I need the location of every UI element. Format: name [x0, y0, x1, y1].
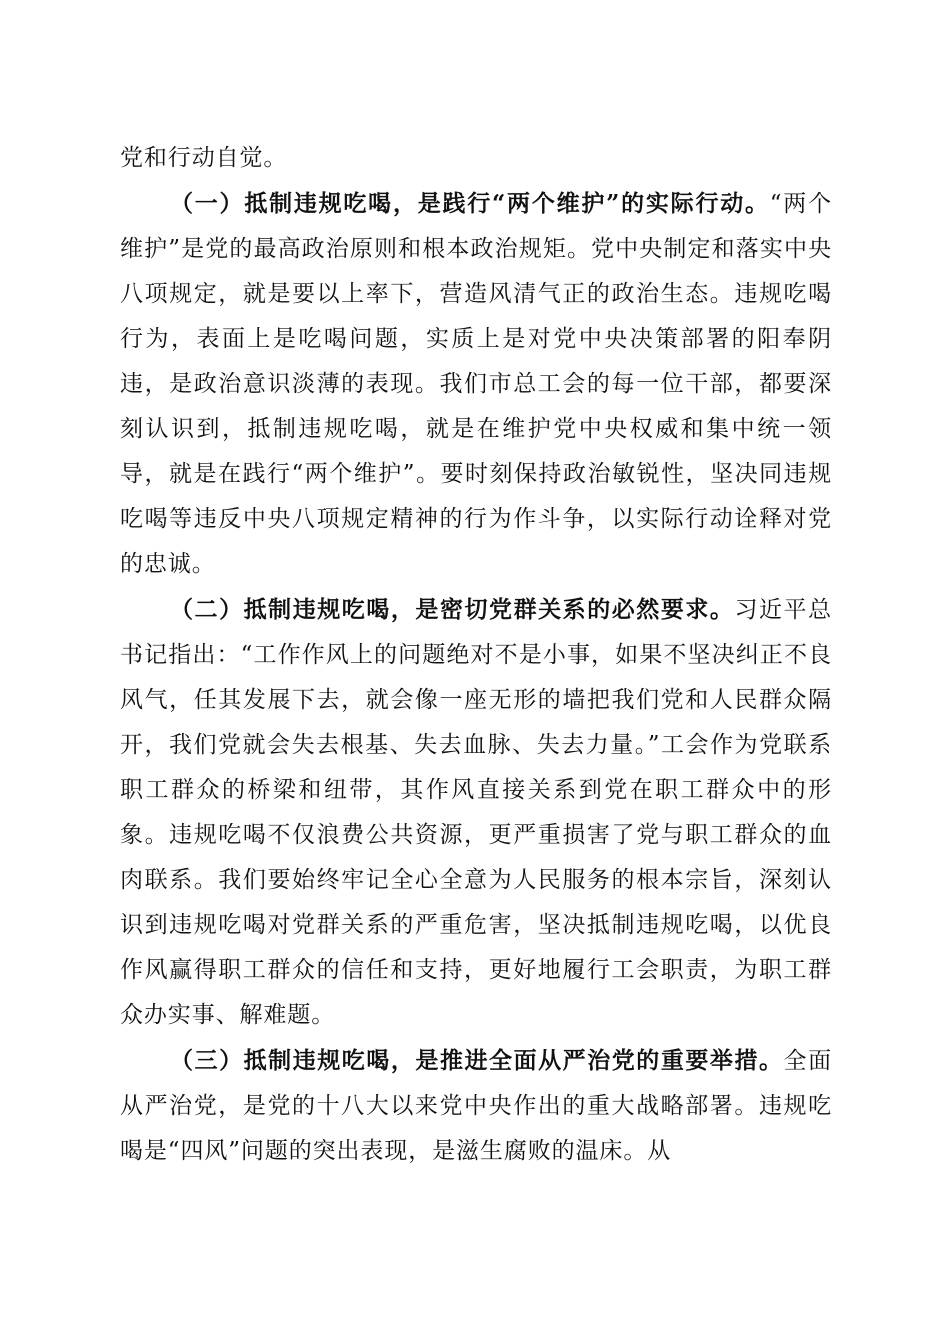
section-heading: （一）抵制违规吃喝，是践行“两个维护”的实际行动。	[170, 190, 770, 217]
paragraph-section-2	[120, 587, 832, 1038]
paragraph-continuation	[120, 136, 832, 181]
paragraph-text: “两个维护”是党的最高政治原则和根本政治规矩。党中央制定和落实中央八项规定，就是要以上率下，营造风清气正的政治生态。违规吃喝行为，表面上是吃喝问题，实质上是对党中央决策部署的阳奉阴违，是政治意识淡薄的表现。我们市总工会的每一位干部，都要深刻认识到，抵制违规吃喝，就是在维护党中央权威和集中统一领导，就是在践行“两个维护”。要时刻保持政治敏锐性，坚决同违规吃喝等违反中央八项规定精神的行为作斗争，以实际行动诠释对党的忠诚。	[120, 191, 832, 577]
section-heading: （三）抵制违规吃喝，是推进全面从严治党的重要举措。	[170, 1047, 784, 1074]
paragraph-text: 习近平总书记指出：“工作作风上的问题绝对不是小事，如果不坚决纠正不良风气，任其发展下去，就会像一座无形的墙把我们党和人民群众隔开，我们党就会失去根基、失去血脉、失去力量。”工会作为党联系职工群众的桥梁和纽带，其作风直接关系到党在职工群众中的形象。违规吃喝不仅浪费公共资源，更严重损害了党与职工群众的血肉联系。我们要始终牢记全心全意为人民服务的根本宗旨，深刻认识到违规吃喝对党群关系的严重危害，坚决抵制违规吃喝，以优良作风赢得职工群众的信任和支持，更好地履行工会职责，为职工群众办实事、解难题。	[120, 597, 832, 1028]
paragraph-section-1	[120, 181, 832, 587]
paragraph-section-3	[120, 1038, 832, 1174]
paragraph-text: 党和行动自觉。	[120, 145, 288, 171]
document-body	[120, 136, 832, 1174]
section-heading: （二）抵制违规吃喝，是密切党群关系的必然要求。	[170, 596, 735, 623]
paragraph-text: 全面从严治党，是党的十八大以来党中央作出的重大战略部署。违规吃喝是“四风”问题的突出表现，是滋生腐败的温床。从	[120, 1048, 832, 1164]
